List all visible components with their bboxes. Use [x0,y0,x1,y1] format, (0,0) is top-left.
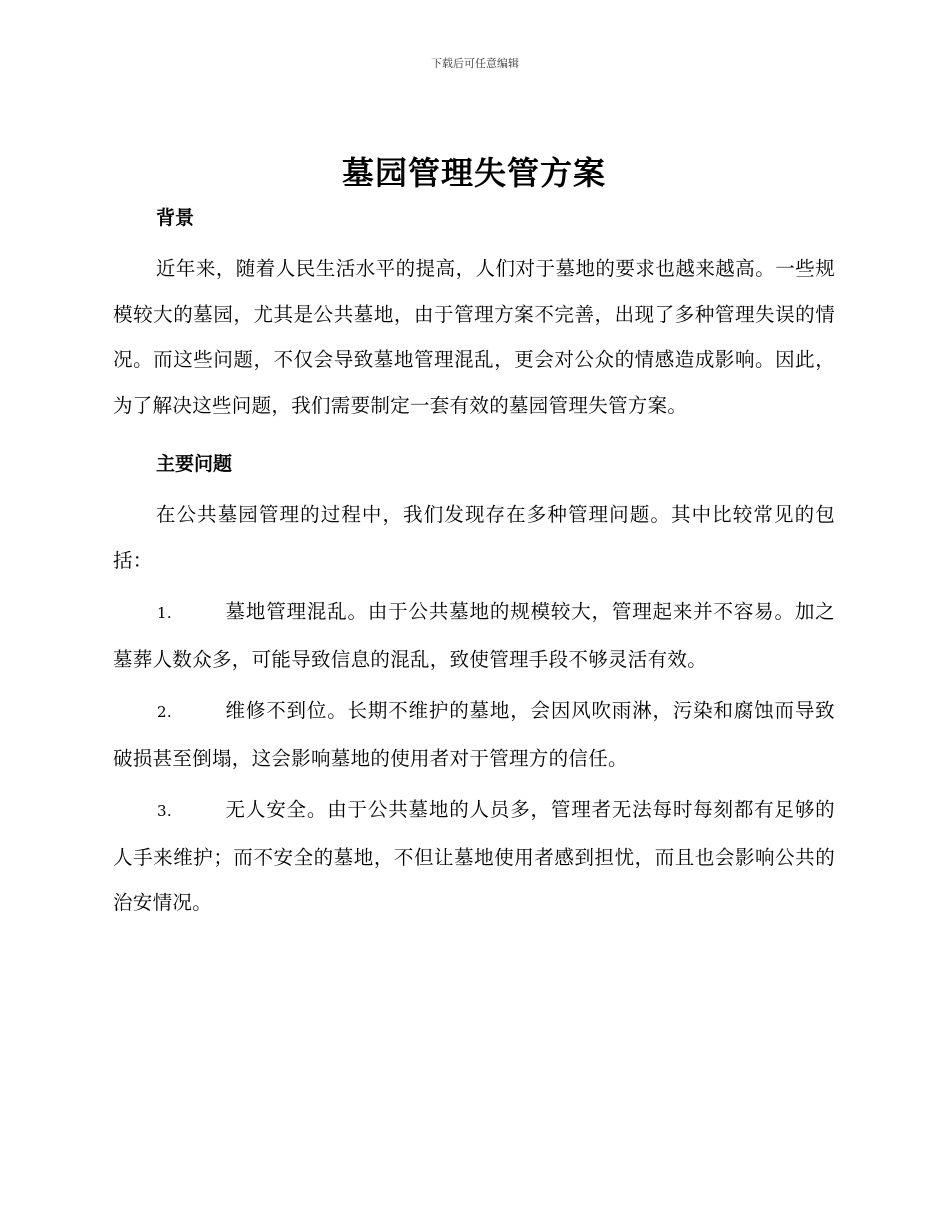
list-item-number: 3. [157,802,172,820]
list-item-text: 墓地管理混乱。由于公共墓地的规模较大，管理起来并不容易。加之墓葬人数众多，可能导致信息的混乱，致使管理手段不够灵活有效。 [113,600,835,671]
list-item-number: 1. [157,604,172,622]
list-item [113,787,835,926]
document-title: 墓园管理失管方案 [341,154,606,192]
section-heading-main-issues: 主要问题 [156,453,233,475]
background-paragraph: 近年来，随着人民生活水平的提高，人们对于墓地的要求也越来越高。一些规模较大的墓园，尤其是公共墓地，由于管理方案不完善，出现了多种管理失误的情况。而这些问题，不仅会导致墓地管理混乱，更会对公众的情感造成影响。因此，为了解决这些问题，我们需要制定一套有效的墓园管理失管方案。 [113,257,835,417]
list-item [113,589,835,682]
list-item-text: 无人安全。由于公共墓地的人员多，管理者无法每时每刻都有足够的人手来维护；而不安全的墓地，不但让墓地使用者感到担忧，而且也会影响公共的治安情况。 [113,798,835,914]
document-content [113,150,835,926]
list-item [113,688,835,781]
section-heading-background: 背景 [156,207,195,229]
header-note: 下载后可任意编辑 [431,57,519,70]
list-item-number: 2. [157,703,172,721]
main-issues-paragraph: 在公共墓园管理的过程中，我们发现存在多种管理问题。其中比较常见的包括： [113,503,835,572]
list-item-text: 维修不到位。长期不维护的墓地，会因风吹雨淋，污染和腐蚀而导致破损甚至倒塌，这会影响墓地的使用者对于管理方的信任。 [113,699,835,770]
